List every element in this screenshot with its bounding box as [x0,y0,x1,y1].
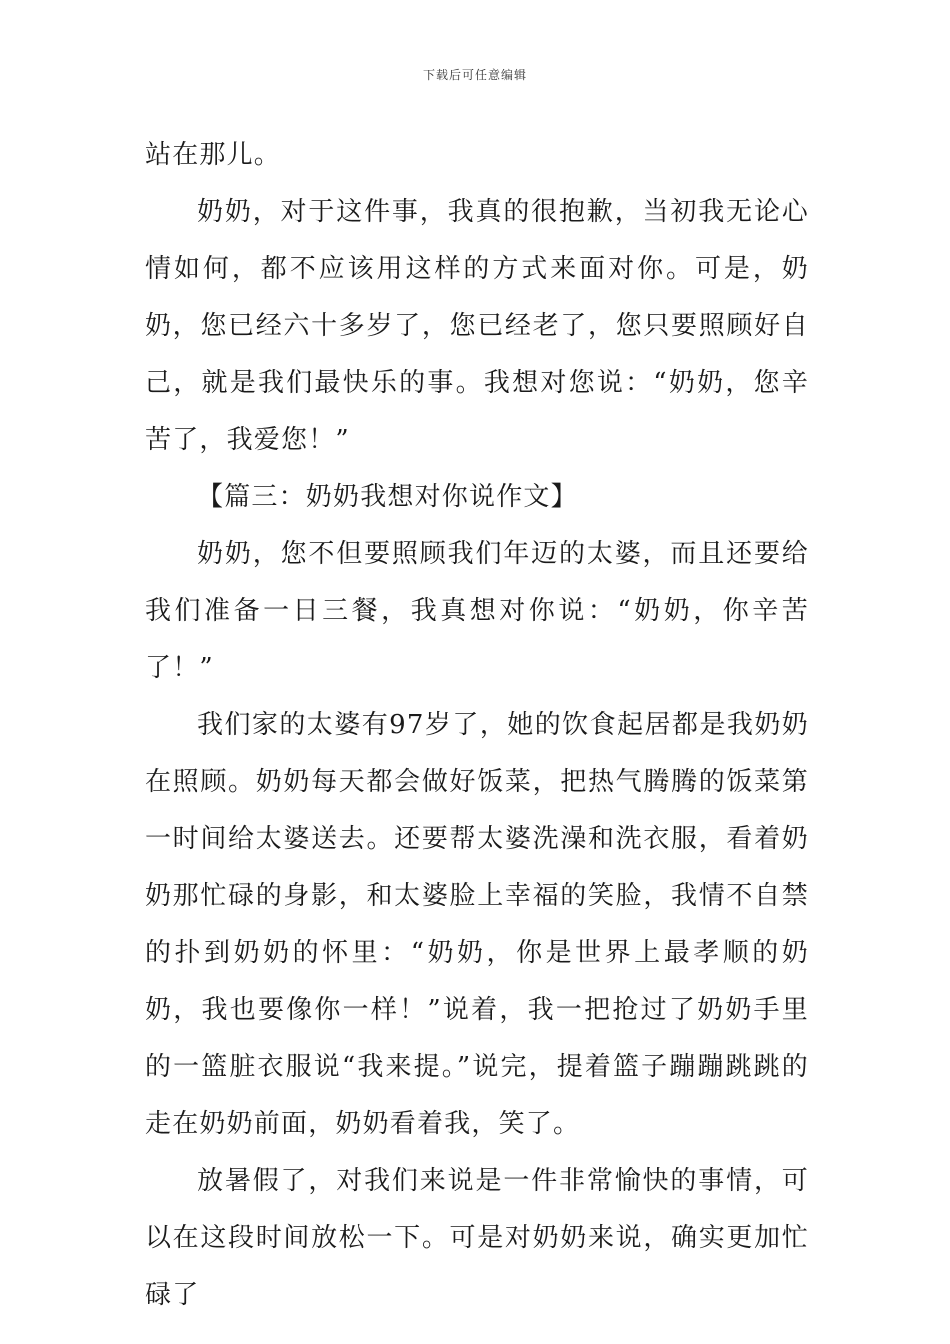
paragraph: 奶奶，您不但要照顾我们年迈的太婆，而且还要给我们准备一日三餐，我真想对你说：“奶奶，你辛苦了！” [145,539,809,683]
paragraph: 站在那儿。 [145,140,282,170]
paragraph: 放暑假了，对我们来说是一件非常愉快的事情，可以在这段时间放松一下。可是对奶奶来说，确实更加忙碌了 [145,1166,809,1310]
page-header: 下载后可任意编辑 [422,68,527,82]
section-heading: 【篇三：奶奶我想对你说作文】 [197,482,578,512]
document-body [145,127,809,1324]
paragraph: 奶奶，对于这件事，我真的很抱歉，当初我无论心情如何，都不应该用这样的方式来面对你。可是，奶奶，您已经六十多岁了，您已经老了，您只要照顾好自己，就是我们最快乐的事。我想对您说：“奶奶，您辛苦了，我爱您！” [145,197,809,455]
paragraph: 我们家的太婆有97岁了，她的饮食起居都是我奶奶在照顾。奶奶每天都会做好饭菜，把热气腾腾的饭菜第一时间给太婆送去。还要帮太婆洗澡和洗衣服，看着奶奶那忙碌的身影，和太婆脸上幸福的笑脸，我情不自禁的扑到奶奶的怀里：“奶奶，你是世界上最孝顺的奶奶，我也要像你一样！”说着，我一把抢过了奶奶手里的一篮脏衣服说“我来提。”说完，提着篮子蹦蹦跳跳的走在奶奶前面，奶奶看着我，笑了。 [145,710,809,1139]
